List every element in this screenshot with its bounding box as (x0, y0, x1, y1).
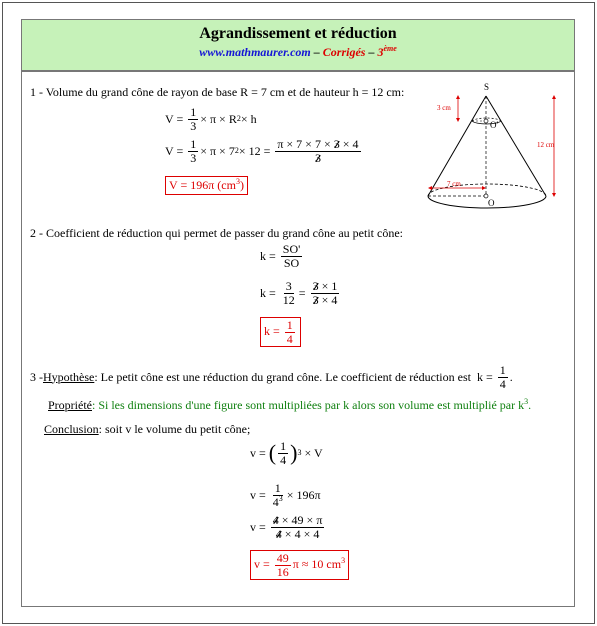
part3-property: Propriété: Si les dimensions d'une figure sont multipliées par k alors son volume est multiplié par $k^3$. (48, 397, 532, 412)
label-o: O (488, 198, 495, 208)
label-big-height: 12 cm (537, 141, 555, 149)
header-banner (21, 19, 575, 71)
label-s: S (484, 82, 490, 92)
part2-formula-1: k = SO' SO (260, 242, 301, 270)
part2-statement: 2 - Coefficient de réduction qui permet de passer du grand cône au petit cône: (30, 226, 403, 240)
label-small-height: 3 cm (437, 104, 451, 112)
subtitle-grade: 3ème (377, 44, 397, 59)
cone-figure (410, 80, 570, 220)
part3-formula-2: v = 1 $4^3$ × 196π (250, 481, 321, 509)
subtitle-corriges: Corrigés (322, 45, 366, 59)
part2-result: k = $\frac{1}{4}$ (260, 317, 301, 347)
part1-statement: 1 - Volume du grand cône de rayon de base R = 7 cm et de hauteur h = 12 cm: (30, 85, 405, 99)
part2-formula-2: k = 3 12 = 3 × 1 3 × 4 (260, 279, 338, 307)
part3-formula-3: v = 4 × 49 × π 4 × 4 × 4 (250, 513, 323, 541)
label-o-prime: O' (490, 120, 499, 130)
subtitle (22, 45, 574, 60)
subtitle-dash: – (310, 45, 323, 59)
exercise-content (21, 71, 575, 607)
part3-conclusion: Conclusion: soit v le volume du petit cône; (44, 422, 251, 436)
subtitle-dash-2: – (365, 45, 378, 59)
part3-hypothesis: 3 - Hypothèse : Le petit cône est une réduction du grand cône. Le coefficient de réduction est k = 1 4 . (30, 363, 513, 391)
site-link[interactable]: www.mathmaurer.com (199, 45, 311, 59)
part3-result: v = $\frac{49}{16}$ π ≈ 10 $cm^3$ (250, 550, 349, 580)
label-radius: 7 cm (447, 180, 461, 188)
part1-result: V = 196π $(cm^3)$ (165, 176, 248, 195)
part1-formula-2: V = 1 3 × π × 7 2 × 12 = π × 7 × 7 × 3 × 4 3 (165, 137, 359, 165)
page-title: Agrandissement et réduction (199, 25, 397, 42)
part3-formula-1: v = ( 1 4 ) 3 × V (250, 439, 323, 467)
part1-formula-1: V = 1 3 × π × R 2 × h (165, 105, 257, 133)
